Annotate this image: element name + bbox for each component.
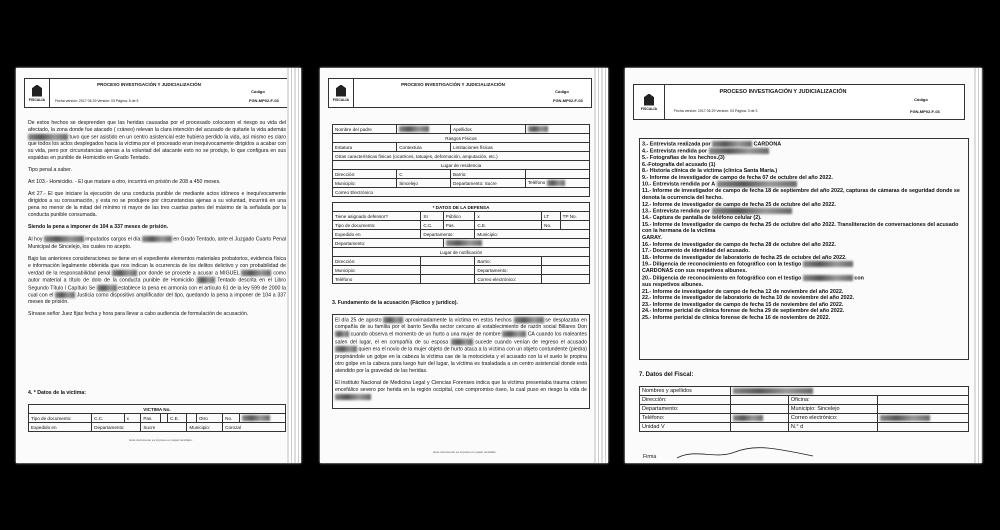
document-page-3 xyxy=(625,68,982,463)
list-item: 13.- Entrevista rendida por xyxy=(642,208,966,215)
victim-table: VICTIMA No. Tipo de documento: C.C. x Pas. C.E. Otro No. Expedido en Departamento: Sucre Municipio: Corozal xyxy=(28,404,286,432)
list-item: 17.- Documento de identidad del acusado. xyxy=(642,248,750,255)
page-header xyxy=(24,78,288,108)
section-prosecutor-title: 7. Datos del Fiscal: xyxy=(639,372,694,378)
facts-text: El día 25 de agosto aproximadamente la víctima en estos hechos se desplazaba en compañía de su familia por el barrio Sevilla sector cercano al establecimiento de razón social Billares Don cuando observa el momento de un hurto a una mujer de nombre CA cuando los maleantes salen del lugar, el en compañía de su esposa sucede cuando venían de regreso el acusado quien era el novio de la mujer objeto de hurto ataca a la víctima con un objeto contundente (piedra) propinándole un golpe en la cabeza la víctima cae de la motocicleta y el acusado con la el suelo le propina otro golpe en la cabeza para luego huir del lugar, la víctima es trasladada a un centro asistencial donde está atendido por la gravedad de las heridas. El instituto Nacional de Medicina Legal y Ciencias Forenses indica que la víctima presentaba trauma cráneo encefálico severo por herida en la región occipital, con compromiso óseo, la cual puso en riesgo la vida de xyxy=(332,314,590,409)
list-item: 10.- Entrevista rendida por A xyxy=(642,181,966,188)
list-item: 5.- Fotografías de los hechos.(3) xyxy=(642,155,725,162)
section-victim-title: 4. * Datos de la víctima: xyxy=(28,390,86,396)
signature-scribble xyxy=(675,446,815,462)
accused-table: Nombre del padre Apellidos Rasgos Físicos Estatura Contextura Limitaciones físicas Otras características físicas (cicatrices, tatuajes, deformación, amputación, etc.) Lugar de residencia Dirección: C Barrio: Municipio: Sincelejo Departamento: Sucre Teléfono Correo Electrónico xyxy=(332,124,590,197)
header-code: FGN-MP02-F-03 xyxy=(553,98,583,103)
list-item: 15.- Informe de Investigador de campo de fecha 25 de octubre del año 2022. Transliteración de conversaciones del acusado con la hermana de la víctima xyxy=(642,221,959,235)
page-edge xyxy=(287,68,301,463)
list-item: GARAY. xyxy=(642,235,662,241)
list-item: 22.- Informe de investigador de laboratorio de fecha 10 de noviembre del año 2022. xyxy=(642,295,855,302)
list-item: 9.- Informe de investigador de campo de fecha 07 de octubre del año 2022. xyxy=(642,174,833,181)
page-header xyxy=(328,78,592,108)
header-title: PROCESO INVESTIGACIÓN Y JUDICIALIZACIÓN xyxy=(97,82,201,87)
page-footer: Este documento es impreso en papel reciclado. xyxy=(129,438,193,442)
list-item: 20.- Diligencia de reconocimiento en fotográfico con el testigo con xyxy=(642,275,864,282)
header-code-label: Código xyxy=(251,89,265,94)
list-item: 24.- Informe pericial de clínica forense de fecha 29 de septiembre del año 2022. xyxy=(642,308,845,315)
header-code-label: Código xyxy=(555,89,569,94)
evidence-list xyxy=(639,138,969,360)
list-item: 16.- Informe de investigador de campo de fecha 28 de octubre del año 2022. xyxy=(642,241,836,248)
list-item: 6.-Fotografía del acusado (1) xyxy=(642,161,716,168)
list-item: 12.- Informe de investigador de campo de fecha 25 de octubre del año 2022. xyxy=(642,201,836,208)
header-meta: Fecha versión: 2017 06 29 Versión: 03 Página: 5 de 5 xyxy=(55,99,139,103)
list-item: 11.- Informe de investigador de campo de fecha 18 de septiembre del año 2022, capturas de cámaras de seguridad donde se denota la ocurrencia del hecho. xyxy=(642,188,960,202)
list-item: CARDONAS con sus respetivos albunes. xyxy=(642,268,747,275)
section-facts-title: 3. Fundamento de la acusación (Fáctico y jurídico). xyxy=(332,300,458,306)
list-item: 14.- Captura de pantalla de teléfono celular (2). xyxy=(642,215,762,222)
document-page-2 xyxy=(320,68,608,463)
header-title: PROCESO INVESTIGACIÓN Y JUDICIALIZACIÓN xyxy=(401,82,505,87)
body-text: De estos hechos se desprenden que las heridas causadas por el procesado colocaron el riesgo su vida del afectado, la zona donde fue atacado ( cráneo) relevan la clara intención del acusado de quitarle la vida además tuvo que ser asistido en un centro asistencial este hubiera perdido la vida, así mismo es claro que todos los actos desplegados hacia la víctima por el procesado eran inequívocamente dirigidos a acabar con su vida, pero por circunstancias ajenas a la voluntad del atacante esto no se produjo, lo que configura en sus espaldas en punible de Homicidio en Grado Tentado. Tipo penal a saber. Art 103.- Homicidio. - El que matare a otro, incurrirá en prisión de 208 a 450 meses. Art 27.- El que iniciare la ejecución de una conducta punible de mediante actos idóneos e inequívocamente dirigidos a su consumación, y esta no se produjere por circunstancias ajenas a su voluntad, incurrirá en una pena no menor de la mitad del mínimo ni mayor de las tres cuartas partes del máximo de la señalada por la conducta punible consumada. Siendo la pena a imponer de 104 a 337 meses de prisión. Al hoy imputados cargos el día en Grado Tentado, ante el Juzgado Cuarto Penal Municipal de Sincelejo, los cuales no acepto. Bajo las anteriores consideraciones se tiene en el expediente elementos materiales probatorios, evidencia física e información legalmente obtenida que nos indican la ocurrencia de los delitos delictivo y con probabilidad de verdad de la responsabilidad penal por donde se procede a acusar a MIGUEL como autor material a título de dolo de la conducta punible de Homicidio Tentado descrita en el Libro Segundo Título I Capítulo Se establece la pena en armonía con el artículo 61 de la ley 599 de 2000 la cual con el Justicia como dispositivo amplificador del tipo, quedando la pena a imponer de 104 a 337 meses de prisión. Sírvase señor Juez fijas fecha y hora para llevar a cabo audiencia de formulación de acusación. xyxy=(28,120,287,318)
header-code: FGN-MP02-F-03 xyxy=(249,98,279,103)
page-header xyxy=(633,84,965,120)
header-code-label: Código xyxy=(914,97,928,102)
defense-table: * DATOS DE LA DEFENSA Tiene asignado defensor? SI Público x LT TP No. Tipo de documento: C.C. Pas. C.E. No. Expedido en Departamento: Municipio: Departamento: Lugar de notificación Dirección: Barrio: Municipio: Departamento: Teléfono Correo electrónico: xyxy=(332,202,590,284)
prosecutor-table: Nombres y apellidos Dirección: Oficina: Departamento: Municipio: Sincelejo Teléfono: Correo electrónico: Unidad V N.° d xyxy=(639,386,969,432)
page-edge xyxy=(974,68,982,463)
list-item: 4.- Entrevista rendida por xyxy=(642,148,966,155)
list-item: 21.- Informe de investigador de campo de fecha 12 de noviembre del año 2022. xyxy=(642,288,844,295)
header-meta: Fecha versión: 2017 06 29 Versión: 03 Página: 3 de 3 xyxy=(674,109,758,113)
list-item: 8.- Historia clínica de la víctima (clínica Santa María.) xyxy=(642,168,778,175)
fiscalia-logo: FISCALÍA xyxy=(25,79,50,107)
signature-label: Firma xyxy=(643,454,657,460)
list-item: 18.- Informe de investigador de laboratorio de fecha 25 de octubre del año 2022. xyxy=(642,254,847,261)
fiscalia-logo: FISCALÍA xyxy=(329,79,354,107)
fiscalia-logo: FISCALÍA xyxy=(634,85,665,119)
list-item: 25.- Informe pericial de clínica forense de fecha 16 de noviembre de 2022. xyxy=(642,314,831,321)
list-item: 23.- Informe de investigador de campo de fecha 15 de noviembre del año 2022. xyxy=(642,301,844,308)
list-item: sus respetivos albunes. xyxy=(642,282,704,288)
header-title: PROCESO INVESTIGACIÓN Y JUDICIALIZACIÓN xyxy=(719,89,847,95)
page-footer: Este documento es impreso en papel reciclado. xyxy=(433,450,497,454)
list-item: 3.- Entrevista realizada por CARDONA xyxy=(642,141,782,148)
header-code: FGN-MP02-F-03 xyxy=(910,109,940,114)
list-item: 19.- Diligencia de reconocimiento en fotográfico con la testigo xyxy=(642,261,966,268)
document-page-1 xyxy=(16,68,301,463)
page-edge xyxy=(594,68,608,463)
